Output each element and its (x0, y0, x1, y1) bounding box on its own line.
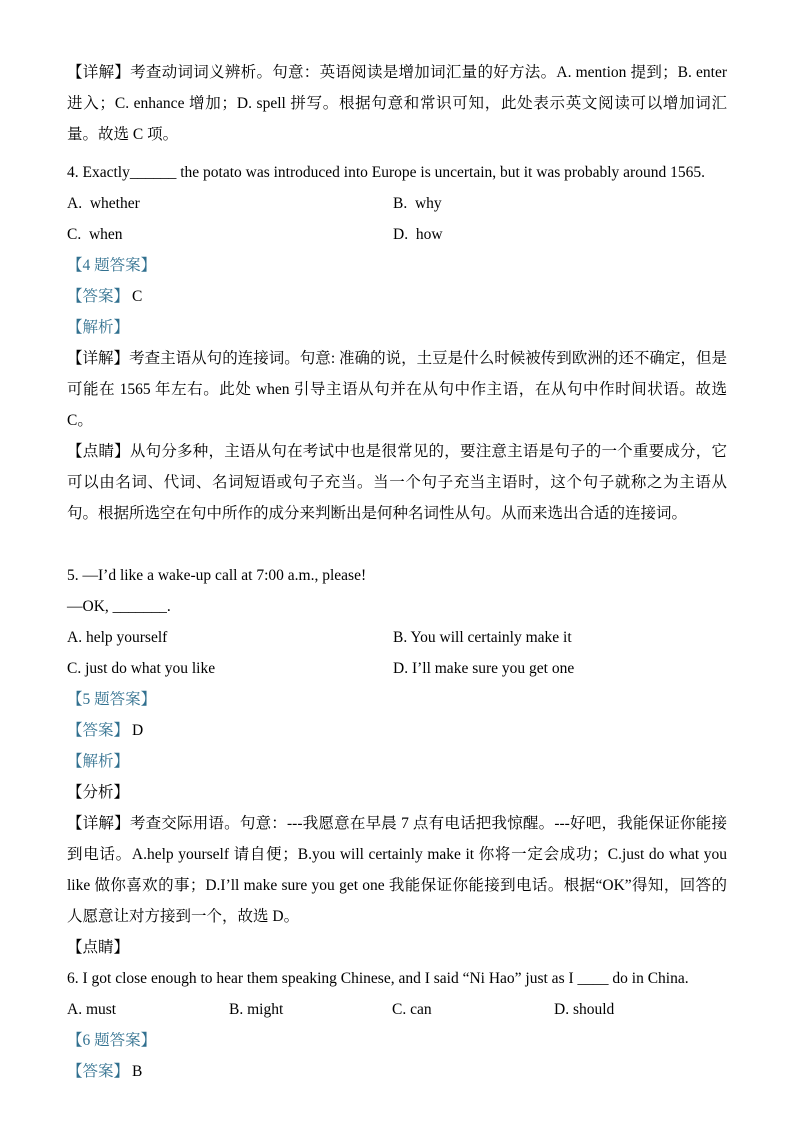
blank-line (67, 529, 727, 560)
question5-option-d: D. I’ll make sure you get one (393, 660, 575, 677)
question4-options-row-2 (67, 219, 727, 250)
answer4-header: 【4 题答案】 (67, 257, 157, 274)
question4-option-c: C. when (67, 226, 123, 243)
question4-detail-paragraph: 【详解】考查主语从句的连接词。句意: 准确的说，土豆是什么时候被传到欧洲的还不确定，但是可能在 1565 年左右。此处 when 引导主语从句并在从句中作主语，在从句中作时间状语。故选 C。 (67, 350, 731, 429)
question4-options-row-1 (67, 188, 727, 219)
fenxi5-label: 【分析】 (67, 784, 130, 801)
question4-tip-paragraph: 【点睛】从句分多种，主语从句在考试中也是很常见的，要注意主语是句子的一个重要成分，它可以由名词、代词、名词短语或句子充当。当一个句子充当主语时，这个句子就称之为主语从句。根据所选空在句中所作的成分来判断出是何种名词性从句。从而来选出合适的连接词。 (67, 443, 727, 522)
question5-stem-line2: —OK, _______. (67, 598, 171, 615)
answer4-label: 【答案】 (67, 288, 130, 305)
question6-option-a: A. must (67, 1001, 117, 1018)
answer4-line (67, 281, 727, 312)
question6-option-d: D. should (554, 1001, 615, 1018)
question5-option-c: C. just do what you like (67, 660, 216, 677)
question5-options-row-2 (67, 653, 727, 684)
q3-detail-paragraph: 【详解】考查动词词义辨析。句意：英语阅读是增加词汇量的好方法。A. mention 提到；B. enter 进入；C. enhance 增加；D. spell 拼写。根据句意和常识可知，此处表示英文阅读可以增加词汇量。故选 C 项。 (67, 64, 731, 143)
answer6-header: 【6 题答案】 (67, 1032, 157, 1049)
answer6-line (67, 1056, 727, 1087)
question4-option-a: A. whether (67, 195, 140, 212)
question6-option-b: B. might (229, 1001, 284, 1018)
question5-stem-line1: 5. —I’d like a wake-up call at 7:00 a.m., please! (67, 567, 367, 584)
answer6-value: B (132, 1063, 143, 1080)
analysis5-label: 【解析】 (67, 753, 130, 770)
question4-option-d: D. how (393, 226, 443, 243)
answer5-value: D (132, 722, 144, 739)
question6-stem: 6. I got close enough to hear them speaking Chinese, and I said “Ni Hao” just as I ____ do in China. (67, 970, 689, 987)
answer5-label: 【答案】 (67, 722, 130, 739)
answer5-line (67, 715, 727, 746)
question5-options-row-1 (67, 622, 727, 653)
answer5-header: 【5 题答案】 (67, 691, 157, 708)
question5-option-b: B. You will certainly make it (393, 629, 572, 646)
answer4-value: C (132, 288, 143, 305)
question6-options-row (67, 994, 727, 1025)
question4-stem: 4. Exactly______ the potato was introduced into Europe is uncertain, but it was probably around 1565. (67, 164, 705, 181)
question5-tip-label: 【点睛】 (67, 939, 130, 956)
question6-option-c: C. can (392, 1001, 432, 1018)
question4-option-b: B. why (393, 195, 442, 212)
answer6-label: 【答案】 (67, 1063, 130, 1080)
analysis4-label: 【解析】 (67, 319, 130, 336)
question5-detail-paragraph: 【详解】考查交际用语。句意：---我愿意在早晨 7 点有电话把我惊醒。---好吧，我能保证你能接到电话。A.help yourself 请自便；B.you will certainly make it 你将一定会成功；C.just do what you like 做你喜欢的事；D.I’ll make sure you get one 我能保证你能接到电话。根据“OK”得知，回答的人愿意让对方接到一个，故选 D。 (67, 815, 731, 925)
question5-option-a: A. help yourself (67, 629, 168, 646)
